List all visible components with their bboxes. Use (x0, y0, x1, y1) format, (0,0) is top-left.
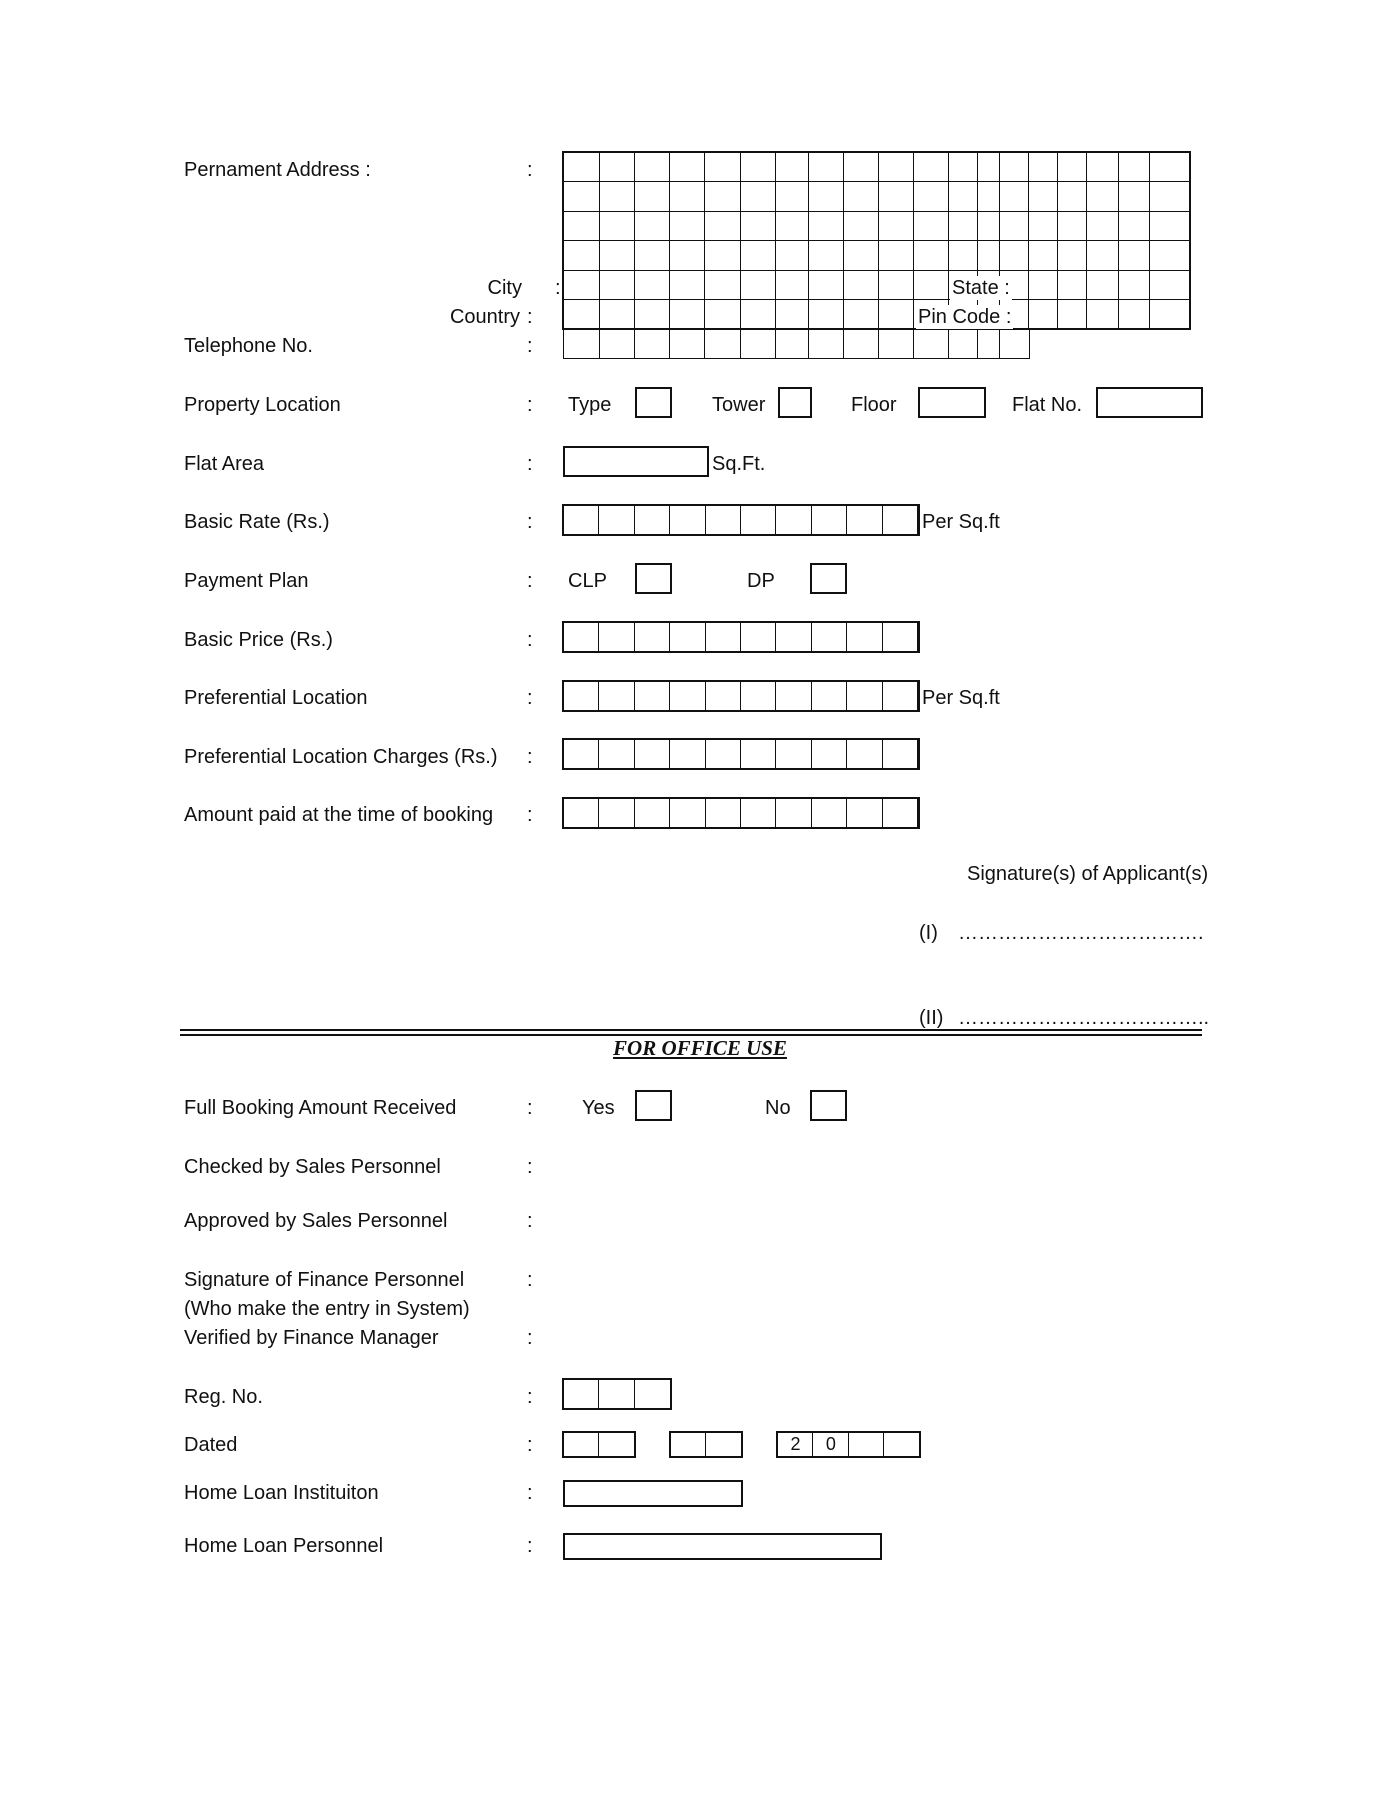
type-label: Type (568, 394, 612, 416)
permanent-address-label: Pernament Address : (184, 159, 371, 181)
signature-line-2[interactable]: ……………………………….. (958, 1007, 1210, 1029)
colon: : (527, 1269, 533, 1291)
cells-border (562, 621, 920, 653)
address-cell[interactable] (913, 328, 950, 359)
signature-line-1[interactable]: ………………………………. (958, 922, 1204, 944)
colon: : (527, 1386, 533, 1408)
year-digit-2[interactable]: 0 (812, 1432, 849, 1457)
flat-area-box[interactable] (563, 446, 709, 477)
colon: : (527, 1097, 533, 1119)
property-location-label: Property Location (184, 394, 341, 416)
colon: : (527, 1156, 533, 1178)
dated-label: Dated (184, 1434, 238, 1456)
colon: : (527, 746, 533, 768)
colon: : (527, 453, 533, 475)
colon: : (527, 1535, 533, 1557)
city-label: City (487, 277, 522, 299)
dp-checkbox[interactable] (810, 563, 847, 594)
signature-heading: Signature(s) of Applicant(s) (967, 863, 1209, 885)
state-label: State : (952, 277, 1010, 299)
colon: : (555, 277, 561, 299)
address-cell[interactable] (563, 328, 601, 359)
reg-no-label: Reg. No. (184, 1386, 263, 1408)
pref-charges-label: Preferential Location Charges (Rs.) (184, 746, 498, 768)
sqft-label: Sq.Ft. (712, 453, 766, 475)
flat-area-label: Flat Area (184, 453, 265, 475)
cells-border (562, 738, 920, 770)
address-cell[interactable] (843, 328, 880, 359)
yes-checkbox[interactable] (635, 1090, 672, 1121)
tower-box[interactable] (778, 387, 812, 418)
section-divider (180, 1029, 1202, 1031)
no-label: No (765, 1097, 791, 1119)
home-loan-institution-label: Home Loan Instituiton (184, 1482, 379, 1504)
home-loan-institution-box[interactable] (563, 1480, 743, 1507)
cells-border (669, 1431, 743, 1458)
address-cell[interactable] (878, 328, 915, 359)
flat-no-label: Flat No. (1012, 394, 1083, 416)
colon: : (527, 306, 533, 328)
per-sqft-label: Per Sq.ft (922, 511, 1000, 533)
clp-checkbox[interactable] (635, 563, 672, 594)
floor-box[interactable] (918, 387, 986, 418)
colon: : (527, 335, 533, 357)
colon: : (527, 687, 533, 709)
pref-per-sqft-label: Per Sq.ft (922, 687, 1000, 709)
cells-border (562, 1431, 636, 1458)
colon: : (527, 394, 533, 416)
full-booking-label: Full Booking Amount Received (184, 1097, 457, 1119)
address-cell[interactable] (948, 328, 979, 359)
payment-plan-label: Payment Plan (184, 570, 309, 592)
no-checkbox[interactable] (810, 1090, 847, 1121)
basic-rate-label: Basic Rate (Rs.) (184, 511, 330, 533)
basic-price-label: Basic Price (Rs.) (184, 629, 333, 651)
type-box[interactable] (635, 387, 672, 418)
address-cell[interactable] (704, 328, 742, 359)
address-cell[interactable] (740, 328, 777, 359)
signature-marker-2: (II) (919, 1007, 944, 1029)
cells-border (562, 504, 920, 536)
address-cell[interactable] (775, 328, 810, 359)
flat-no-box[interactable] (1096, 387, 1203, 418)
cells-border (562, 797, 920, 829)
pin-code-label: Pin Code : (918, 306, 1012, 328)
amount-paid-label: Amount paid at the time of booking (184, 804, 494, 826)
home-loan-personnel-box[interactable] (563, 1533, 882, 1560)
address-grid-border (562, 151, 1191, 330)
address-cell[interactable] (808, 328, 845, 359)
address-cell[interactable] (599, 328, 636, 359)
pref-location-label: Preferential Location (184, 687, 368, 709)
colon: : (527, 629, 533, 651)
home-loan-personnel-label: Home Loan Personnel (184, 1535, 384, 1557)
address-cell[interactable] (977, 328, 1001, 359)
colon: : (527, 804, 533, 826)
colon: : (527, 1327, 533, 1349)
colon: : (527, 1434, 533, 1456)
year-digit-1[interactable]: 2 (777, 1432, 814, 1457)
cells-border (562, 680, 920, 712)
country-label: Country (449, 306, 520, 328)
tower-label: Tower (712, 394, 766, 416)
yes-label: Yes (582, 1097, 615, 1119)
finance-signature-sub-label: (Who make the entry in System) (184, 1298, 470, 1320)
checked-by-label: Checked by Sales Personnel (184, 1156, 441, 1178)
approved-by-label: Approved by Sales Personnel (184, 1210, 448, 1232)
office-use-title: FOR OFFICE USE (613, 1036, 787, 1060)
address-cell[interactable] (634, 328, 671, 359)
colon: : (527, 1210, 533, 1232)
address-cell[interactable] (999, 328, 1030, 359)
telephone-label: Telephone No. (184, 335, 313, 357)
verified-by-label: Verified by Finance Manager (184, 1327, 439, 1349)
dp-label: DP (747, 570, 775, 592)
cells-border (776, 1431, 921, 1458)
cells-border (562, 1378, 672, 1410)
signature-marker-1: (I) (919, 922, 938, 944)
clp-label: CLP (568, 570, 607, 592)
colon: : (527, 570, 533, 592)
address-cell[interactable] (669, 328, 706, 359)
colon: : (527, 159, 533, 181)
floor-label: Floor (851, 394, 897, 416)
finance-signature-label: Signature of Finance Personnel (184, 1269, 465, 1291)
colon: : (527, 1482, 533, 1504)
colon: : (527, 511, 533, 533)
